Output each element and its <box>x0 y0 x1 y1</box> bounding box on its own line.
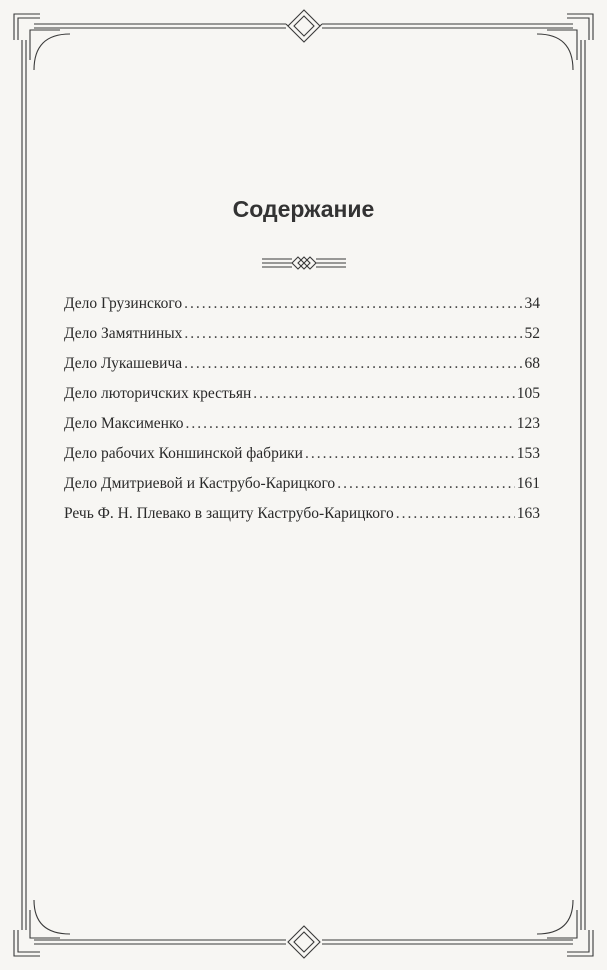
toc-entry-page: 123 <box>516 415 540 432</box>
toc-entry-label: Дело Максименко <box>64 415 184 432</box>
toc-entry-label: Дело Лукашевича <box>64 355 183 372</box>
dot-leader <box>184 289 522 319</box>
toc-entry[interactable] <box>64 349 540 379</box>
toc-entry-label: Дело Грузинского <box>64 295 183 312</box>
toc-entry-label: Дело рабочих Коншинской фабрики <box>64 445 303 462</box>
dot-leader <box>184 319 522 349</box>
toc-entry[interactable] <box>64 289 540 319</box>
toc-entry-label: Дело люторичских крестьян <box>64 385 252 402</box>
toc-entry-page: 68 <box>524 355 540 372</box>
page-title: Содержание <box>232 196 375 222</box>
toc-entry-page: 52 <box>524 325 540 342</box>
toc-entry[interactable] <box>64 409 540 439</box>
toc-entry-label: Дело Замятниных <box>64 325 183 342</box>
toc-entry[interactable] <box>64 469 540 499</box>
toc-entry[interactable] <box>64 379 540 409</box>
dot-leader <box>305 439 515 469</box>
dot-leader <box>253 379 514 409</box>
dot-leader <box>184 349 522 379</box>
toc-entry[interactable] <box>64 319 540 349</box>
toc-entry-page: 153 <box>516 445 540 462</box>
dot-leader <box>185 409 514 439</box>
toc-entry[interactable] <box>64 499 540 529</box>
toc-entry-page: 161 <box>516 475 540 492</box>
dot-leader <box>396 499 515 529</box>
dot-leader <box>337 469 515 499</box>
toc-entry[interactable] <box>64 439 540 469</box>
toc-entry-page: 34 <box>524 295 540 312</box>
toc-entry-label: Речь Ф. Н. Плевако в защиту Каструбо-Карицкого <box>64 505 394 522</box>
diamond-ornament-bottom <box>288 926 320 958</box>
table-of-contents <box>64 289 540 529</box>
toc-entry-page: 163 <box>516 505 540 522</box>
diamond-ornament-top <box>286 10 322 42</box>
toc-entry-label: Дело Дмитриевой и Каструбо-Карицкого <box>64 475 336 492</box>
toc-entry-page: 105 <box>516 385 540 402</box>
title-divider-ornament <box>262 257 346 269</box>
